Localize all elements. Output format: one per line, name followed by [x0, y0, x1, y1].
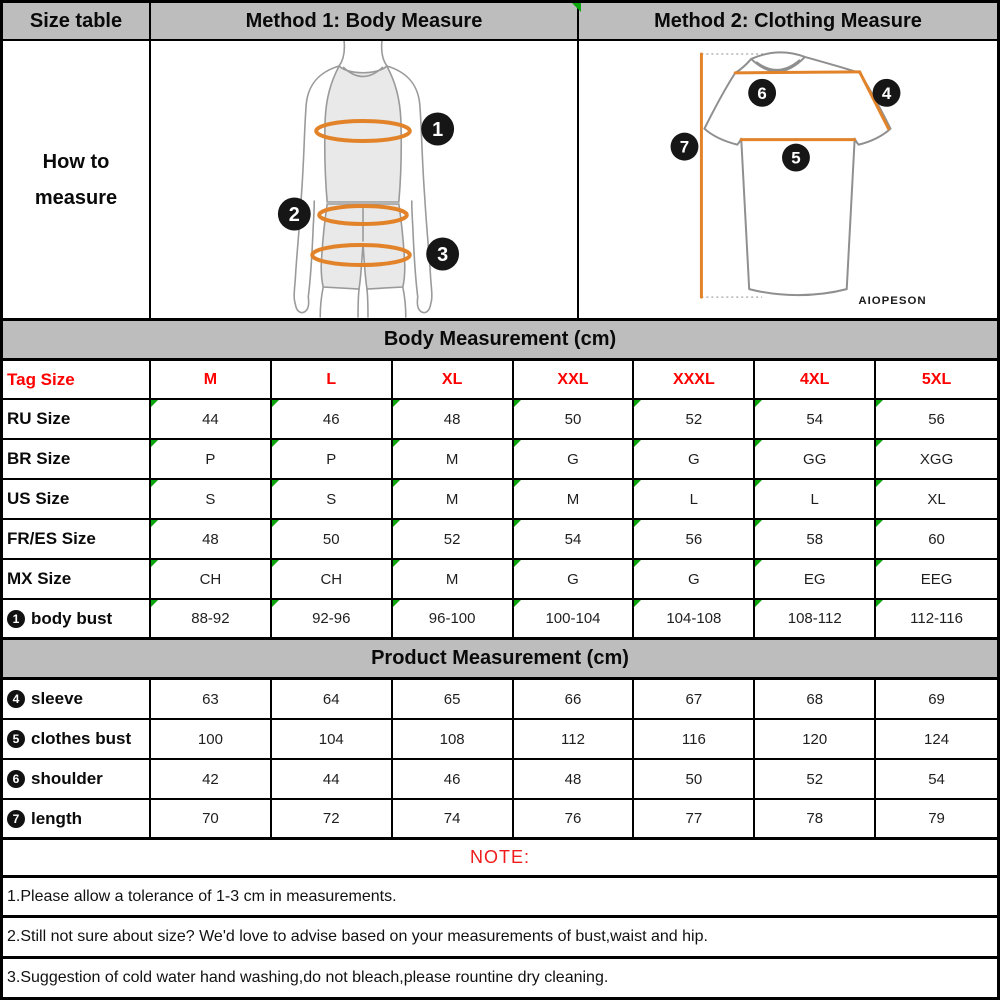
- badge-3-number: 3: [437, 243, 449, 267]
- row-label-text: FR/ES Size: [7, 529, 96, 548]
- value-cell: M: [393, 440, 514, 478]
- row-label-cell: [3, 560, 151, 598]
- row-label-text: US Size: [7, 489, 70, 508]
- value-cell: 66: [514, 680, 635, 718]
- body-row-mx-size: [3, 560, 997, 600]
- value-cell: P: [151, 440, 272, 478]
- value-cell: 46: [272, 400, 393, 438]
- left-leg-outer: [320, 287, 323, 317]
- value-cell: CH: [272, 560, 393, 598]
- value-cell: 76: [514, 800, 635, 837]
- product-measurement-bar: Product Measurement (cm): [3, 640, 997, 680]
- row-label-text: shoulder: [31, 769, 103, 788]
- value-cell: 70: [151, 800, 272, 837]
- note-item-2: 2.Still not sure about size? We'd love to advise based on your measurements of bust,waist and hip.: [3, 918, 997, 959]
- row-label-cell: [3, 440, 151, 478]
- value-cell: XGG: [876, 440, 997, 478]
- how-to-measure-row: [3, 41, 997, 321]
- badge-1-number: 1: [432, 118, 444, 142]
- value-cell: M: [393, 560, 514, 598]
- value-cell: 100: [151, 720, 272, 758]
- body-measurement-bar: Body Measurement (cm): [3, 321, 997, 361]
- value-cell: 54: [755, 400, 876, 438]
- row-label-cell: [3, 480, 151, 518]
- value-cell: 48: [393, 400, 514, 438]
- value-cell: 69: [928, 690, 945, 708]
- tag-size-M: M: [151, 361, 272, 398]
- value-cell: 92-96: [272, 600, 393, 637]
- how-to-measure-label: [35, 144, 117, 216]
- circled-number-icon: 7: [7, 810, 25, 828]
- value-cell: 50: [514, 400, 635, 438]
- row-label-text: length: [31, 808, 82, 828]
- how-to-measure-cell: [3, 41, 151, 318]
- how-to-line2: measure: [34, 186, 118, 209]
- body-row-ru-size: [3, 400, 997, 440]
- product-row-sleeve: [3, 680, 997, 720]
- tag-size-label: Tag Size: [3, 361, 151, 398]
- value-cell: 67: [634, 680, 755, 718]
- value-cell: L: [755, 480, 876, 518]
- value-cell: 52: [634, 400, 755, 438]
- value-cell: 50: [272, 520, 393, 558]
- row-label-text: BR Size: [7, 449, 71, 468]
- value-cell: P: [272, 440, 393, 478]
- neck-right-line: [382, 41, 387, 66]
- tag-size-row: [3, 361, 997, 400]
- value-cell: S: [272, 480, 393, 518]
- value-cell: L: [634, 480, 755, 518]
- value-cell: 79: [928, 810, 945, 827]
- badge-5-number: 5: [791, 148, 801, 168]
- value-cell: 52: [393, 520, 514, 558]
- circled-number-icon: 5: [7, 730, 25, 748]
- left-hand: [295, 297, 308, 313]
- value-cell: 48: [514, 760, 635, 798]
- method1-header: Method 1: Body Measure: [151, 3, 579, 39]
- row-label-text: body bust: [31, 608, 113, 628]
- value-cell: 88-92: [151, 600, 272, 637]
- green-corner-artifact: [572, 3, 581, 12]
- size-table-header: Size table: [3, 3, 151, 39]
- value-cell: 104-108: [634, 600, 755, 637]
- product-row-length: [3, 800, 997, 840]
- value-cell: 96-100: [393, 600, 514, 637]
- value-cell: CH: [151, 560, 272, 598]
- badge-7-number: 7: [679, 137, 690, 157]
- value-cell: 72: [272, 800, 393, 837]
- body-figure-drawing: [151, 41, 577, 318]
- value-cell: 63: [151, 680, 272, 718]
- right-arm-inner: [412, 201, 418, 297]
- row-label-cell: [3, 400, 151, 438]
- row-label-text: clothes bust: [31, 729, 132, 748]
- row-label-text: sleeve: [31, 689, 83, 708]
- value-cell: 54: [928, 770, 945, 788]
- row-label-cell: [3, 680, 151, 718]
- tag-size-XL: XL: [393, 361, 514, 398]
- value-cell: 112-116: [876, 600, 997, 637]
- value-cell: 104: [272, 720, 393, 758]
- body-row-body-bust: [3, 600, 997, 640]
- row-label-cell: [3, 720, 151, 758]
- right-hand: [417, 297, 430, 313]
- value-cell: 42: [151, 760, 272, 798]
- row-label-cell: [3, 520, 151, 558]
- tshirt-outline: [704, 52, 890, 295]
- value-cell: M: [393, 480, 514, 518]
- value-cell: GG: [755, 440, 876, 478]
- brand-text: AIOPESON: [858, 295, 927, 308]
- notes-list: [3, 878, 997, 996]
- value-cell: 58: [755, 520, 876, 558]
- value-cell: 64: [272, 680, 393, 718]
- row-label-text: MX Size: [7, 569, 72, 588]
- value-cell: 108-112: [755, 600, 876, 637]
- circled-number-icon: 4: [7, 690, 25, 708]
- value-cell: 116: [634, 720, 755, 758]
- product-row-clothes-bust: [3, 720, 997, 760]
- value-cell: 77: [634, 800, 755, 837]
- value-cell: 54: [514, 520, 635, 558]
- row-label-cell: [3, 800, 151, 837]
- circled-number-icon: 1: [7, 610, 25, 628]
- row-label-cell: [3, 600, 151, 637]
- value-cell: G: [514, 560, 635, 598]
- value-cell: G: [634, 440, 755, 478]
- value-cell: 74: [393, 800, 514, 837]
- body-row-us-size: [3, 480, 997, 520]
- tag-size-L: L: [272, 361, 393, 398]
- product-measurement-table: [3, 680, 997, 840]
- tag-size-XXXL: XXXL: [634, 361, 755, 398]
- product-row-shoulder: [3, 760, 997, 800]
- body-row-br-size: [3, 440, 997, 480]
- note-item-3: 3.Suggestion of cold water hand washing,do not bleach,please rountine dry cleaning.: [7, 968, 609, 986]
- tag-size-4XL: 4XL: [755, 361, 876, 398]
- value-cell: 112: [514, 720, 635, 758]
- value-cell: 124: [924, 730, 950, 748]
- value-cell: 50: [634, 760, 755, 798]
- how-to-line1: How to: [42, 150, 110, 173]
- value-cell: 65: [393, 680, 514, 718]
- value-cell: 44: [272, 760, 393, 798]
- value-cell: 44: [151, 400, 272, 438]
- clothing-measure-illustration: [579, 41, 997, 318]
- value-cell: 52: [755, 760, 876, 798]
- value-cell: 120: [755, 720, 876, 758]
- tag-size-XXL: XXL: [514, 361, 635, 398]
- value-cell: EG: [755, 560, 876, 598]
- value-cell: 56: [876, 400, 997, 438]
- value-cell: M: [514, 480, 635, 518]
- row-label-text: RU Size: [7, 409, 71, 428]
- right-leg-outer: [403, 287, 406, 317]
- badge-2-number: 2: [288, 203, 300, 227]
- neck-left-line: [339, 41, 344, 66]
- value-cell: G: [514, 440, 635, 478]
- value-cell: 46: [393, 760, 514, 798]
- row-label-cell: [3, 760, 151, 798]
- shoulder-measure-line: [735, 72, 859, 73]
- method2-header: Method 2: Clothing Measure: [579, 3, 997, 39]
- top-header-row: [3, 3, 997, 41]
- body-row-fr-es-size: [3, 520, 997, 560]
- value-cell: 100-104: [514, 600, 635, 637]
- value-cell: 60: [876, 520, 997, 558]
- badge-4-number: 4: [881, 83, 892, 103]
- tag-size-5XL: 5XL: [921, 370, 952, 388]
- value-cell: 78: [755, 800, 876, 837]
- left-leg-inner: [358, 289, 359, 317]
- circled-number-icon: 6: [7, 770, 25, 788]
- note-item-1: 1.Please allow a tolerance of 1-3 cm in measurements.: [3, 878, 997, 918]
- badge-6-number: 6: [757, 83, 767, 103]
- body-measurement-table: [3, 361, 997, 640]
- right-leg-inner: [367, 289, 368, 317]
- tshirt-drawing: [579, 41, 997, 318]
- note-title-bar: NOTE:: [3, 840, 997, 878]
- value-cell: XL: [876, 480, 997, 518]
- value-cell: S: [151, 480, 272, 518]
- value-cell: 48: [151, 520, 272, 558]
- value-cell: 68: [755, 680, 876, 718]
- value-cell: EEG: [876, 560, 997, 598]
- body-measure-illustration: [151, 41, 579, 318]
- value-cell: G: [634, 560, 755, 598]
- value-cell: 108: [393, 720, 514, 758]
- value-cell: 56: [634, 520, 755, 558]
- tank-top: [325, 66, 401, 202]
